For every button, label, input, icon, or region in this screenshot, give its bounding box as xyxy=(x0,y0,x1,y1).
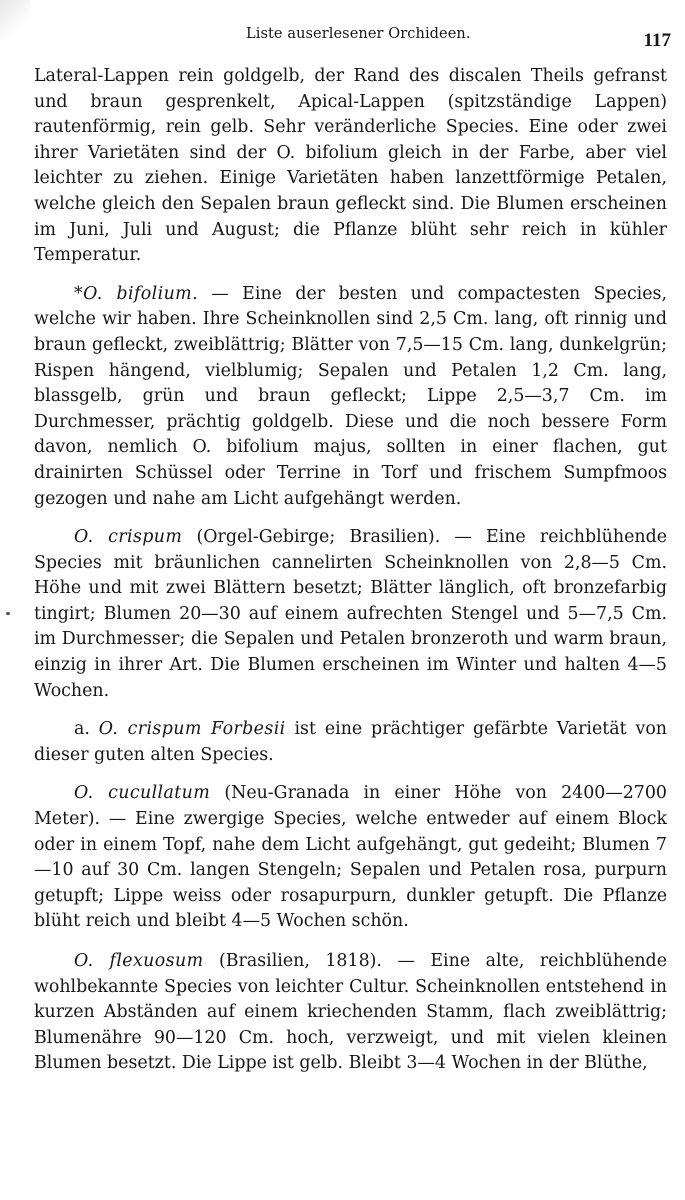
species-name: O. flexuosum xyxy=(74,951,204,971)
paragraph-text: (Brasilien, 1818). — Eine alte, reichblühende wohlbekannte Species von leichter Cultur. Scheinknollen entstehend in kurzen Abständen auf einem kriechenden Stamm, flach zweiblättrig; Blumenähre 90—120 Cm. hoch, verzweigt, und mit vielen kleinen Blumen besetzt. Die Lippe ist gelb. Bleibt 3—4 Wochen in der Blüthe, xyxy=(34,951,667,1074)
species-name: *O. bifolium. xyxy=(74,283,198,304)
paragraph-text: (Orgel-Gebirge; Brasilien). — Eine reichblühende Species mit bräunlichen cannelirten Scheinknollen von 2,8—5 Cm. Höhe und mit zwei Blättern besetzt; Blätter länglich, oft bronzefarbig tingirt; Blumen 20—30 auf einem aufrechten Stengel und 5—7,5 Cm. im Durchmesser; die Sepalen und Petalen bronzeroth und warm braun, einzig in ihrer Art. Die Blumen erscheinen im Winter und halten 4—5 Wochen. xyxy=(34,527,667,701)
species-name: O. crispum Forbesii xyxy=(98,719,286,740)
running-title: Liste auserlesener Orchideen. xyxy=(246,26,471,42)
page-number: 117 xyxy=(643,30,671,51)
paragraph-o-crispum-forbesii xyxy=(34,717,667,768)
paragraph-text: ist eine prächtiger gefärbte Varietät von dieser guten alten Species. xyxy=(34,719,667,765)
paragraph-continuation xyxy=(34,64,667,269)
paragraph-o-cucullatum xyxy=(34,781,667,935)
species-name: O. cucullatum xyxy=(74,783,211,804)
paragraph-text: Lateral-Lappen rein goldgelb, der Rand des discalen Theils gefranst und braun gesprenkelt, Apical-Lappen (spitzständige Lappen) rautenförmig, rein gelb. Sehr veränderliche Species. Eine oder zwei ihrer Varietäten sind der O. bifolium gleich in der Farbe, aber viel leichter zu ziehen. Einige Varietäten haben lanzettförmige Petalen, welche gleich den Sepalen braun gefleckt sind. Die Blumen erscheinen im Juni, Juli und August; die Pflanze blüht sehr reich in kühler Temperatur. xyxy=(34,66,667,266)
paragraph-text: — Eine der besten und compactesten Species, welche wir haben. Ihre Scheinknollen sind 2,5 Cm. lang, oft rinnig und braun gefleckt, zweiblättrig; Blätter von 7,5—15 Cm. lang, dunkelgrün; Rispen hängend, vielblumig; Sepalen und Petalen 1,2 Cm. lang, blassgelb, grün und braun gefleckt; Lippe 2,5—3,7 Cm. im Durchmesser, prächtig goldgelb. Diese und die noch bessere Form davon, nemlich O. bifolium majus, sollten in einer flachen, gut drainirten Schüssel oder Terrine in Torf und frischem Sumpfmoos gezogen und nahe am Licht aufgehängt werden. xyxy=(34,283,667,509)
ink-speck xyxy=(6,612,10,615)
paragraph-o-bifolium xyxy=(34,282,667,512)
body-text xyxy=(34,64,667,1077)
paragraph-text: (Neu-Granada in einer Höhe von 2400—2700 Meter). — Eine zwergige Species, welche entweder auf einem Block oder in einem Topf, nahe dem Licht aufgehängt, gut gedeiht; Blumen 7—10 auf 30 Cm. langen Stengeln; Sepalen und Petalen rosa, purpurn getupft; Lippe weiss oder rosapurpurn, dunkler getupft. Die Pflanze blüht reich und bleibt 4—5 Wochen schön. xyxy=(34,783,667,932)
paragraph-o-flexuosum xyxy=(34,949,667,1077)
species-name: O. crispum xyxy=(74,527,183,548)
paragraph-o-crispum xyxy=(34,525,667,704)
running-header xyxy=(0,22,685,54)
variety-prefix: a. xyxy=(74,719,99,740)
